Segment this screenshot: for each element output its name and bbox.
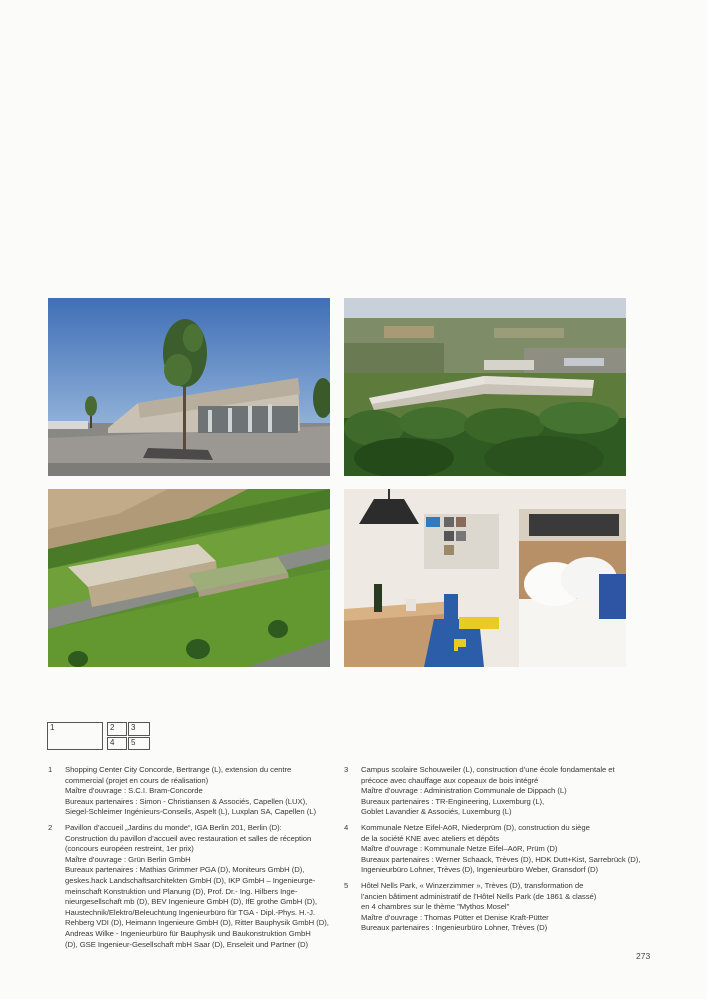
caption-line: en 4 chambres sur le thème "Mythos Mosel" bbox=[361, 902, 510, 912]
caption-line: (concours européen restreint, 1er prix) bbox=[65, 844, 194, 854]
caption-column-left bbox=[48, 765, 338, 955]
key-cell-5: 5 bbox=[128, 737, 150, 750]
caption-line: Maître d’ouvrage : Grün Berlin GmbH bbox=[65, 854, 191, 864]
caption-line: geskes.hack Landschaftsarchitekten GmbH (D), IKP GmbH – Ingenieurge- bbox=[65, 875, 316, 885]
caption-line: Bureaux partenaires : Mathias Grimmer PGA (D), Moniteurs GmbH (D), bbox=[65, 865, 305, 875]
caption-line: Bureaux partenaires : Werner Schaack, Trèves (D), HDK Dutt+Kist, Sarrebrück (D), bbox=[361, 854, 641, 864]
caption-line: Goblet Lavandier & Associés, Luxemburg (L) bbox=[361, 807, 512, 817]
key-cell-3: 3 bbox=[128, 722, 150, 736]
caption-line: Ingenieurbüro Lohner, Trèves (D), Ingenieurbüro Weber, Gransdorf (D) bbox=[361, 865, 599, 875]
caption-number: 2 bbox=[48, 822, 53, 832]
caption-line: Campus scolaire Schouweiler (L), construction d’une école fondamentale et bbox=[361, 765, 615, 774]
caption-line: (D), GSE Ingenieur-Gesellschaft mbH Saar (D), Enseleit und Partner (D) bbox=[65, 939, 309, 949]
caption-line: précoce avec chauffage aux copeaux de bois intégré bbox=[361, 775, 539, 785]
caption-line: Andreas Wilke - Ingenieurbüro für Bauphysik und Baukonstruktion GmbH bbox=[65, 928, 311, 938]
image-key-grid bbox=[47, 722, 151, 750]
caption-line: Bureaux partenaires : Ingenieurbüro Lohner, Trèves (D) bbox=[361, 923, 548, 933]
caption-line: nieurgesellschaft mb (D), BEV Ingenieure GmbH (D), IfE grothe GmbH (D), bbox=[65, 897, 317, 907]
caption-line: Hôtel Nells Park, « Winzerzimmer », Trèves (D), transformation de bbox=[361, 880, 584, 890]
caption-entry-5 bbox=[344, 881, 644, 934]
caption-line: Bureaux partenaires : Simon - Christiansen & Associés, Capellen (LUX), bbox=[65, 796, 308, 806]
caption-line: Bureaux partenaires : TR-Engineering, Luxemburg (L), bbox=[361, 796, 545, 806]
caption-line: Maître d’ouvrage : Administration Communale de Dippach (L) bbox=[361, 786, 567, 796]
caption-line: Maître d’ouvrage : Thomas Pütter et Denise Kraft-Pütter bbox=[361, 912, 549, 922]
caption-line: Maître d’ouvrage : S.C.I. Bram-Concorde bbox=[65, 786, 203, 796]
photo-school-campus bbox=[344, 298, 626, 476]
caption-number: 5 bbox=[344, 880, 349, 890]
key-cell-2: 2 bbox=[107, 722, 127, 736]
caption-line: Pavillon d’accueil „Jardins du monde“, IGA Berlin 201, Berlin (D): bbox=[65, 822, 282, 832]
caption-entry-3 bbox=[344, 765, 644, 818]
key-cell-1: 1 bbox=[47, 722, 103, 750]
caption-line: Shopping Center City Concorde, Bertrange (L), extension du centre bbox=[65, 765, 292, 774]
caption-line: meinschaft Konstruktion und Planung (D), Prof. Dr.- Ing. Hilbers Inge- bbox=[65, 886, 298, 896]
photo-shopping-center bbox=[48, 298, 330, 476]
caption-line: Maître d’ouvrage : Kommunale Netze Eifel–AöR, Prüm (D) bbox=[361, 844, 558, 854]
caption-line: l’ancien bâtiment administratif de l’Hôtel Nells Park (de 1861 & classé) bbox=[361, 891, 597, 901]
caption-line: Kommunale Netze Eifel-AöR, Niederprüm (D), construction du siège bbox=[361, 822, 590, 832]
caption-line: Siegel-Schleimer Ingénieurs-Conseils, Aspelt (L), Luxplan SA, Capellen (L) bbox=[65, 807, 316, 817]
caption-line: Construction du pavillon d’accueil avec restauration et salles de réception bbox=[65, 833, 312, 843]
caption-line: Rehberg VDI (D), Heimann Ingenieure GmbH (D), Ritter Bauphysik GmbH (D), bbox=[65, 918, 329, 928]
caption-number: 3 bbox=[344, 765, 349, 774]
caption-line: de la société KNE avec ateliers et dépôts bbox=[361, 833, 500, 843]
caption-line: Haustechnik/Elektro/Beleuchtung Ingenieurbüro für TGA - Dipl.-Phys. H.-J. bbox=[65, 907, 316, 917]
caption-number: 4 bbox=[344, 822, 349, 832]
photo-office-building bbox=[48, 489, 330, 667]
caption-entry-4 bbox=[344, 823, 644, 876]
caption-entry-1 bbox=[48, 765, 338, 818]
caption-entry-2 bbox=[48, 823, 338, 950]
photo-hotel-room bbox=[344, 489, 626, 667]
page-number: 273 bbox=[636, 951, 651, 961]
caption-column-right bbox=[344, 765, 644, 939]
key-cell-4: 4 bbox=[107, 737, 127, 750]
caption-line: commercial (projet en cours de réalisation) bbox=[65, 775, 209, 785]
caption-number: 1 bbox=[48, 765, 53, 774]
